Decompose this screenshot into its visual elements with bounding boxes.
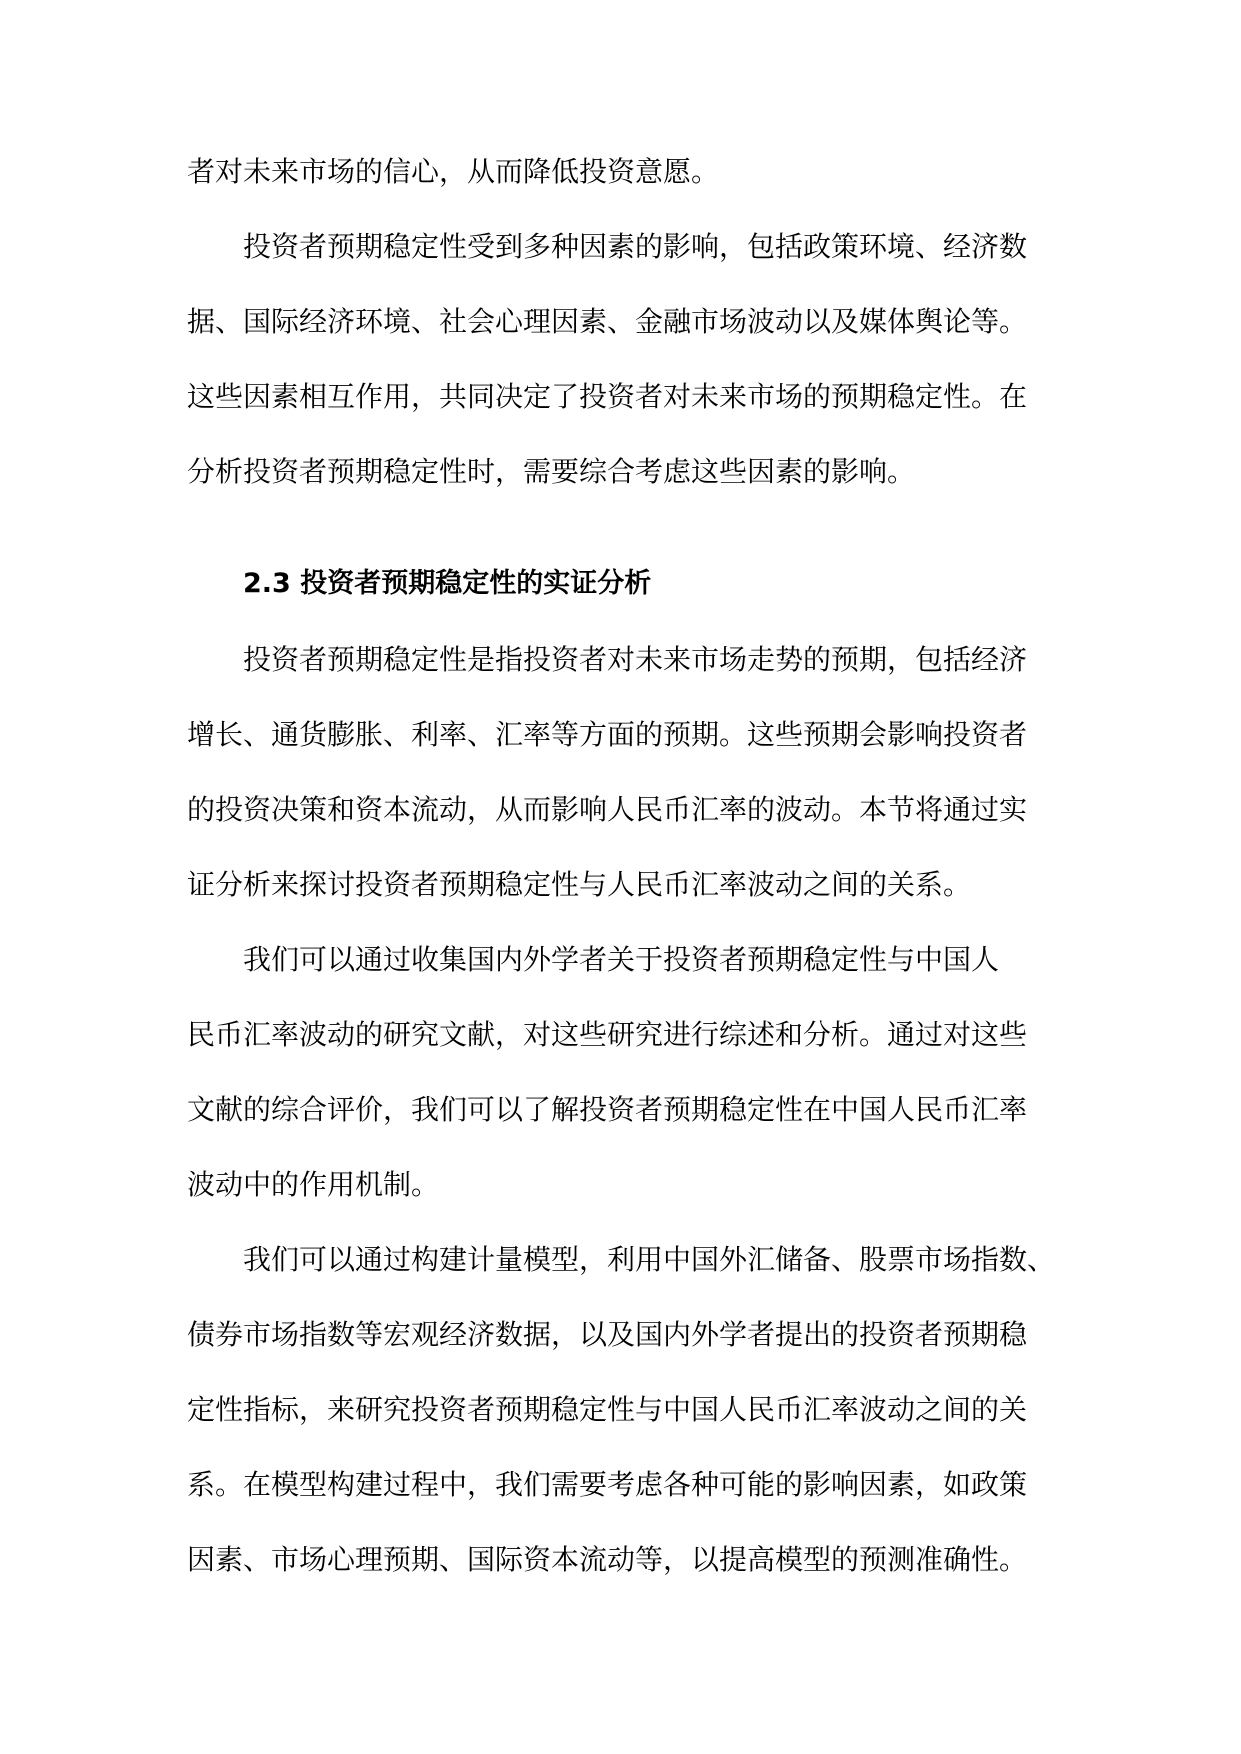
paragraph-line: 系。在模型构建过程中，我们需要考虑各种可能的影响因素，如政策 [187, 1468, 1028, 1501]
paragraph-line: 定性指标，来研究投资者预期稳定性与中国人民币汇率波动之间的关 [187, 1393, 1028, 1426]
paragraph-line: 据、国际经济环境、社会心理因素、金融市场波动以及媒体舆论等。 [187, 305, 1028, 338]
paragraph-line: 投资者预期稳定性是指投资者对未来市场走势的预期，包括经济 [243, 643, 1028, 676]
paragraph-line: 这些因素相互作用，共同决定了投资者对未来市场的预期稳定性。在 [187, 380, 1028, 413]
paragraph-line: 分析投资者预期稳定性时，需要综合考虑这些因素的影响。 [187, 455, 916, 488]
paragraph-line: 者对未来市场的信心，从而降低投资意愿。 [187, 155, 720, 188]
paragraph-line: 债券市场指数等宏观经济数据，以及国内外学者提出的投资者预期稳 [187, 1318, 1028, 1351]
paragraph-line: 我们可以通过收集国内外学者关于投资者预期稳定性与中国人 [243, 943, 1000, 976]
paragraph-line: 民币汇率波动的研究文献，对这些研究进行综述和分析。通过对这些 [187, 1018, 1028, 1051]
paragraph-line: 因素、市场心理预期、国际资本流动等，以提高模型的预测准确性。 [187, 1543, 1028, 1576]
paragraph-line: 投资者预期稳定性受到多种因素的影响，包括政策环境、经济数 [243, 230, 1028, 263]
paragraph-line: 文献的综合评价，我们可以了解投资者预期稳定性在中国人民币汇率 [187, 1093, 1028, 1126]
section-heading: 2.3 投资者预期稳定性的实证分析 [243, 568, 652, 599]
paragraph-line: 波动中的作用机制。 [187, 1168, 440, 1201]
paragraph-line: 的投资决策和资本流动，从而影响人民币汇率的波动。本节将通过实 [187, 793, 1028, 826]
paragraph-line: 增长、通货膨胀、利率、汇率等方面的预期。这些预期会影响投资者 [187, 718, 1028, 751]
paragraph-line: 证分析来探讨投资者预期稳定性与人民币汇率波动之间的关系。 [187, 868, 972, 901]
paragraph-line: 我们可以通过构建计量模型，利用中国外汇储备、股票市场指数、 [243, 1243, 1056, 1276]
